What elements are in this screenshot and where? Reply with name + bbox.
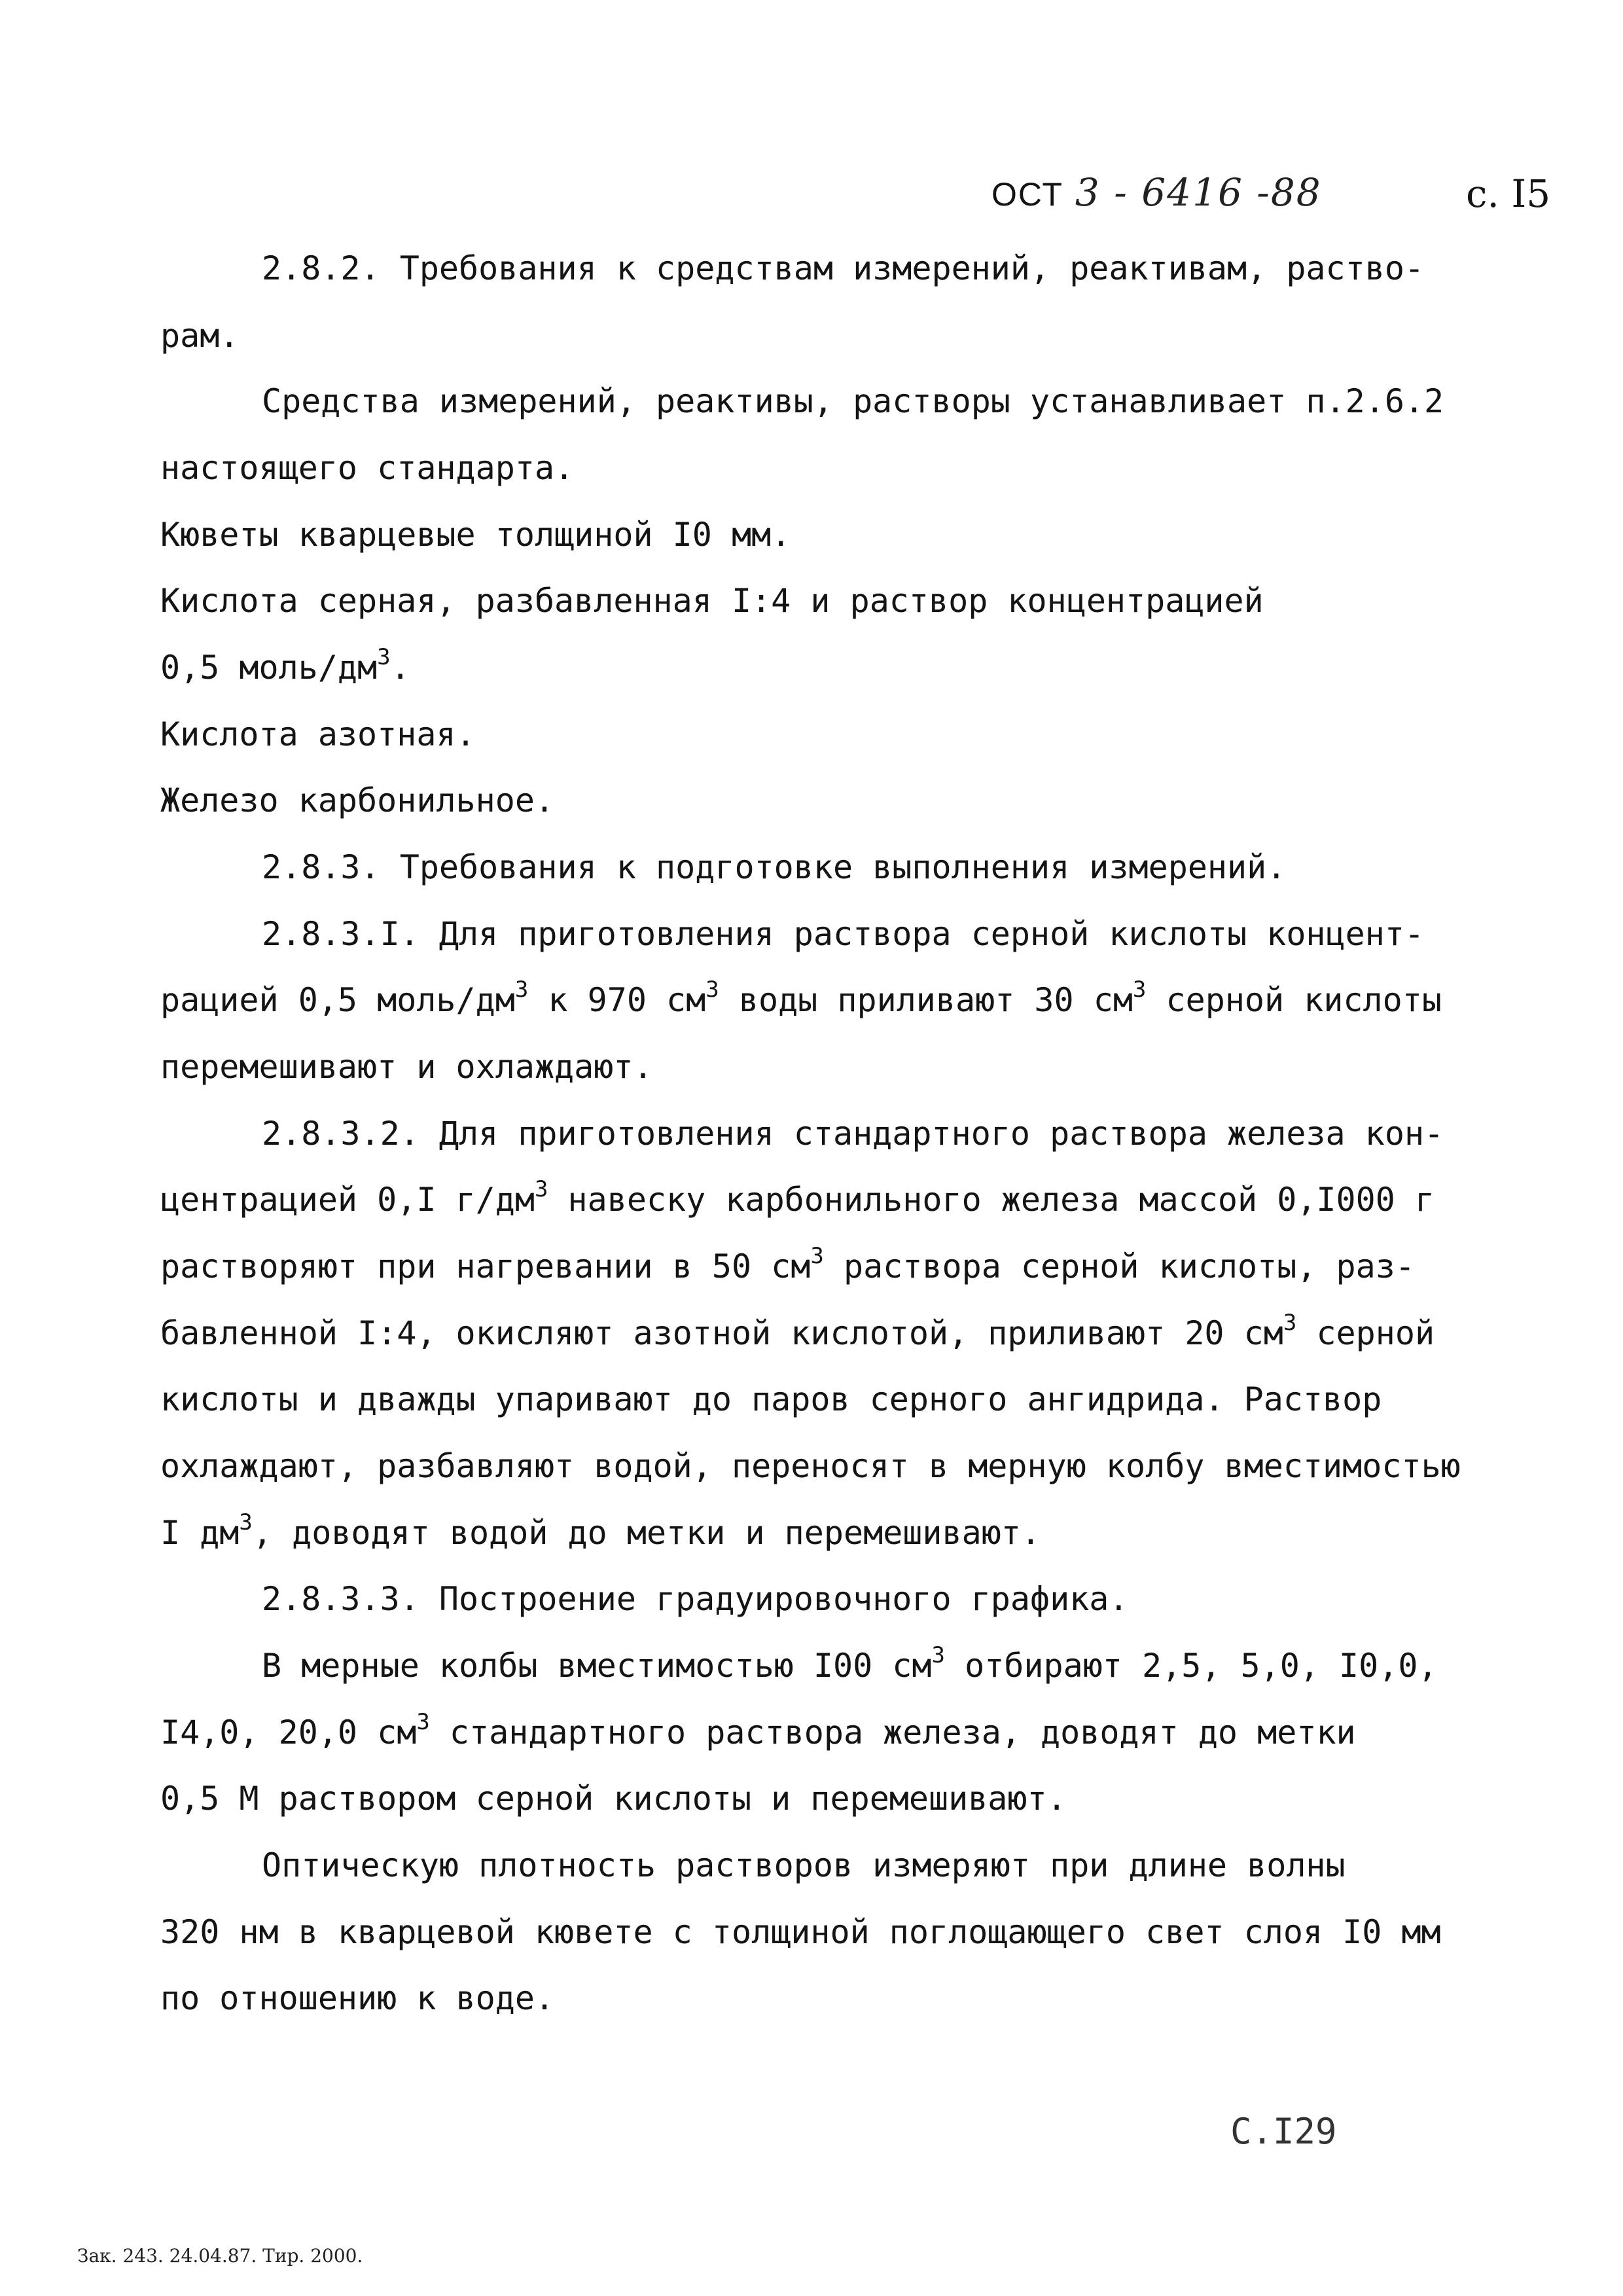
standard-number: 3 - 6416 -88 xyxy=(1075,170,1322,215)
text-line: Средства измерений, реактивы, растворы устанавливает п.2.6.2 xyxy=(262,382,1444,420)
text-line: рацией 0,5 моль/$дм^3$ к 970 $см^3$ воды приливают 30 $см^3$ серной кислоты xyxy=(160,977,1442,1019)
standard-designation xyxy=(991,170,1322,215)
text-line: настоящего стандарта. xyxy=(160,449,575,487)
print-imprint: Зак. 243. 24.04.87. Тир. 2000. xyxy=(77,2245,363,2267)
text-line: Кислота серная, разбавленная I:4 и раствор концентрацией xyxy=(160,582,1264,620)
text-line: охлаждают, разбавляют водой, переносят в мерную колбу вместимостью xyxy=(160,1447,1461,1485)
text-line: перемешивают и охлаждают. xyxy=(160,1048,653,1086)
text-line: 2.8.3. Требования к подготовке выполнения измерений. xyxy=(262,848,1287,886)
text-line: Кислота азотная. xyxy=(160,715,476,753)
text-line: растворяют при нагревании в 50 $см^3$ раствора серной кислоты, раз- xyxy=(160,1243,1415,1285)
text-line: 2.8.3.I. Для приготовления раствора серной кислоты концент- xyxy=(262,915,1425,953)
text-line: В мерные колбы вместимостью I00 $см^3$ отбирают 2,5, 5,0, I0,0, xyxy=(262,1642,1438,1685)
text-line: кислоты и дважды упаривают до паров серного ангидрида. Раствор xyxy=(160,1380,1382,1418)
page-number: с. I5 xyxy=(1466,171,1551,216)
text-line: рам. xyxy=(160,317,240,355)
text-line: Оптическую плотность растворов измеряют при длине волны xyxy=(262,1846,1346,1884)
text-line: Железо карбонильное. xyxy=(160,781,555,819)
standard-prefix: ОСТ xyxy=(991,176,1063,213)
text-line: 2.8.3.2. Для приготовления стандартного раствора железа кон- xyxy=(262,1115,1444,1153)
text-line: I4,0, 20,0 $см^3$ стандартного раствора железа, доводят до метки xyxy=(160,1709,1356,1751)
text-line: бавленной I:4, окисляют азотной кислотой, приливают 20 $см^3$ серной xyxy=(160,1310,1435,1352)
sheet-number: С.I29 xyxy=(1230,2111,1337,2152)
text-line: 0,5 моль/$дм^3$. xyxy=(160,644,410,687)
text-line: 2.8.2. Требования к средствам измерений, реактивам, раство- xyxy=(262,249,1425,287)
text-line: 320 нм в кварцевой кювете с толщиной поглощающего свет слоя I0 мм xyxy=(160,1913,1441,1951)
text-line: центрацией 0,I $г/дм^3$ навеску карбонильного железа массой 0,I000 г xyxy=(160,1176,1435,1219)
text-line: Кюветы кварцевые толщиной I0 мм. xyxy=(160,516,791,554)
text-line: I $дм^3$, доводят водой до метки и перемешивают. xyxy=(160,1509,1041,1552)
text-line: 2.8.3.3. Построение градуировочного графика. xyxy=(262,1580,1129,1618)
text-line: по отношению к воде. xyxy=(160,1979,555,2017)
text-line: 0,5 М раствором серной кислоты и перемешивают. xyxy=(160,1780,1067,1818)
